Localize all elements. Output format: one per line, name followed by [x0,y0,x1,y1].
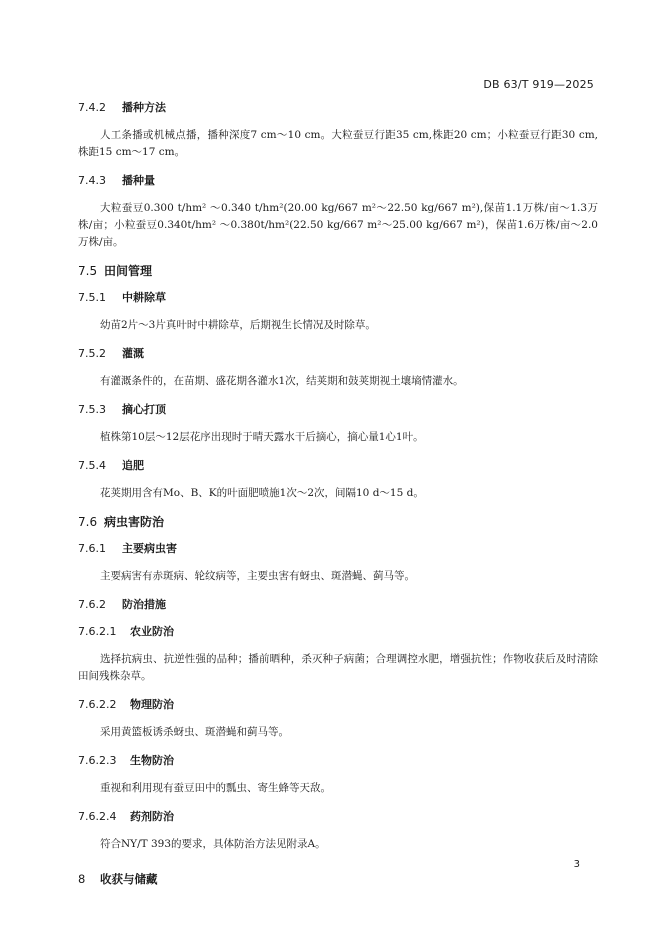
section-title: 物理防治 [130,698,174,711]
heading-7-6-2-1 [78,624,598,640]
section-number: 7.4.3 [78,174,106,187]
section-number: 7.6.2 [78,598,106,611]
heading-8 [78,871,598,887]
section-number: 7.4.2 [78,101,106,114]
section-title: 防治措施 [122,598,166,611]
section-title: 病虫害防治 [104,515,165,529]
section-number: 7.5.2 [78,347,106,360]
section-number: 7.6.1 [78,542,106,555]
section-title: 中耕除草 [122,291,166,304]
heading-7-6-2-3 [78,753,598,769]
section-number: 7.5.3 [78,403,106,416]
heading-7-4-3 [78,173,598,189]
section-number: 8 [78,872,86,886]
section-title: 主要病虫害 [122,542,177,555]
section-number: 7.6.2.3 [78,754,117,767]
paragraph-7-6-2-3: 重视和利用现有蚕豆田中的瓢虫、寄生蜂等天敌。 [100,782,331,794]
section-number: 7.6 [78,515,98,529]
section-title: 收获与储藏 [100,872,158,886]
section-number: 7.5 [78,264,98,278]
section-title: 生物防治 [130,754,174,767]
heading-7-5-1 [78,290,598,306]
heading-7-6-1 [78,541,598,557]
section-title: 灌溉 [122,347,144,360]
paragraph-7-6-1: 主要病害有赤斑病、轮纹病等，主要虫害有蚜虫、斑潜蝇、蓟马等。 [100,570,415,582]
document-body [78,100,598,887]
heading-7-5-2 [78,346,598,362]
heading-7-6-2-4 [78,809,598,825]
section-title: 播种方法 [122,101,166,114]
section-number: 7.5.1 [78,291,106,304]
paragraph-7-4-2: 人工条播或机械点播，播种深度7 cm～10 cm。大粒蚕豆行距35 cm,株距20 cm；小粒蚕豆行距30 cm,株距15 cm～17 cm。 [78,129,598,158]
heading-7-5 [78,263,598,279]
paragraph-7-5-4: 花荚期用含有Mo、B、K的叶面肥喷施1次～2次，间隔10 d～15 d。 [100,487,424,499]
paragraph-7-6-2-2: 采用黄篮板诱杀蚜虫、斑潜蝇和蓟马等。 [100,726,289,738]
page-number: 3 [573,859,580,870]
section-number: 7.5.4 [78,459,106,472]
section-title: 播种量 [122,174,155,187]
heading-7-6-2-2 [78,697,598,713]
paragraph-7-5-1: 幼苗2片～3片真叶时中耕除草，后期视生长情况及时除草。 [100,319,376,331]
section-title: 药剂防治 [130,810,174,823]
paragraph-7-5-2: 有灌溉条件的，在苗期、盛花期各灌水1次，结荚期和鼓荚期视土壤墒情灌水。 [100,375,464,387]
paragraph-7-5-3: 植株第10层～12层花序出现时于晴天露水干后摘心，摘心量1心1叶。 [100,431,424,443]
section-title: 田间管理 [104,264,153,278]
section-number: 7.6.2.1 [78,625,117,638]
section-number: 7.6.2.2 [78,698,117,711]
section-title: 摘心打顶 [122,403,166,416]
paragraph-7-6-2-4: 符合NY/T 393的要求，具体防治方法见附录A。 [100,838,326,850]
heading-7-5-4 [78,458,598,474]
document-code: DB 63/T 919—2025 [483,78,594,91]
section-number: 7.6.2.4 [78,810,117,823]
heading-7-5-3 [78,402,598,418]
section-title: 追肥 [122,459,144,472]
heading-7-4-2 [78,100,598,116]
paragraph-7-6-2-1: 选择抗病虫、抗逆性强的品种；播前晒种，杀灭种子病菌；合理调控水肥，增强抗性；作物收获后及时清除田间残株杂草。 [78,653,598,682]
paragraph-7-4-3: 大粒蚕豆0.300 t/hm² ～0.340 t/hm²(20.00 kg/667 m²～22.50 kg/667 m²),保苗1.1万株/亩～1.3万株/亩；小粒蚕豆0.340t/hm² ～0.380t/hm²(22.50 kg/667 m²～25.00 kg/667 m²)，保苗1.6万株/亩～2.0万株/亩。 [78,202,598,248]
section-title: 农业防治 [130,625,174,638]
heading-7-6-2 [78,597,598,613]
heading-7-6 [78,514,598,530]
